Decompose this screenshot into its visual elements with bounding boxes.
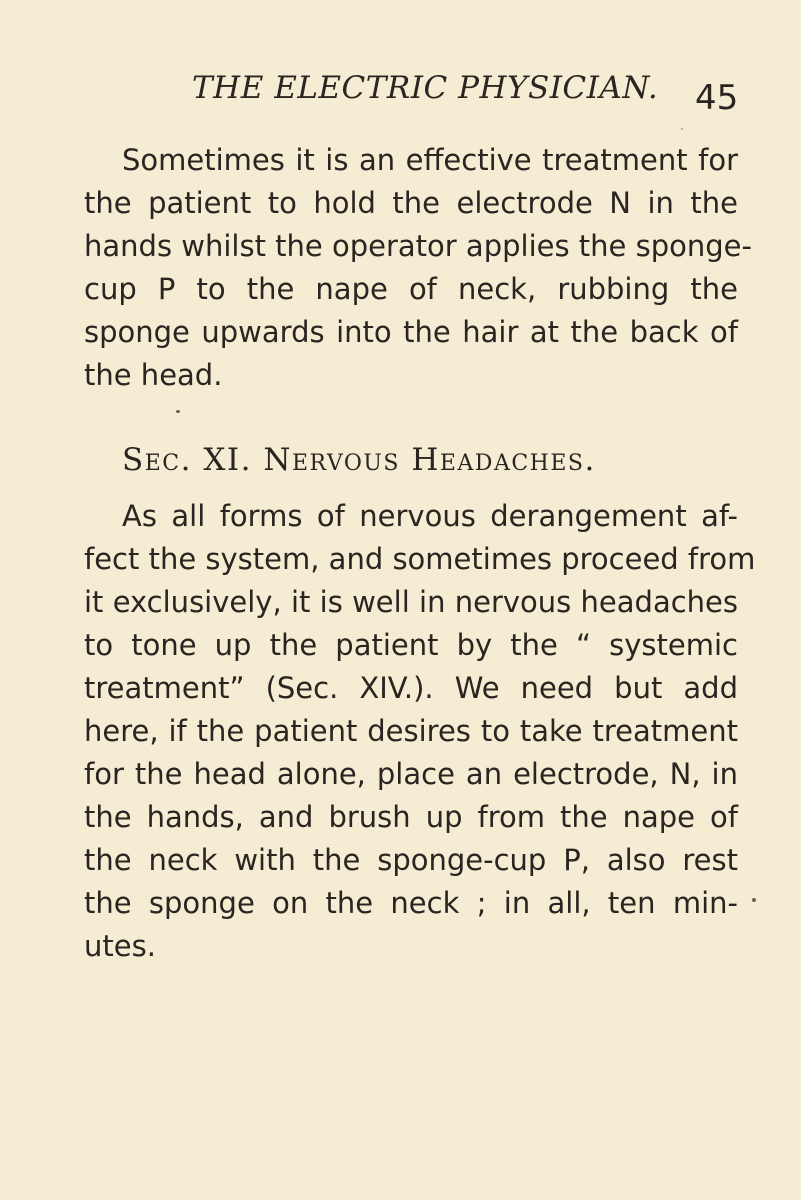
- paragraph-line: the patient to hold the electrode N in the: [84, 186, 738, 220]
- paragraph-line: it exclusively, it is well in nervous headaches: [84, 585, 738, 619]
- paragraph-line: treatment” (Sec. XIV.). We need but add: [84, 671, 738, 705]
- paragraph-line: the neck with the sponge-cup P, also rest: [84, 843, 738, 877]
- paragraph-line: cup P to the nape of neck, rubbing the: [84, 272, 738, 306]
- paper-speck: [752, 898, 756, 902]
- paragraph-line: As all forms of nervous derangement af-: [122, 499, 738, 533]
- paragraph-line: the hands, and brush up from the nape of: [84, 800, 738, 834]
- paragraph-line: hands whilst the operator applies the sponge-: [84, 229, 752, 263]
- paragraph-line: to tone up the patient by the “ systemic: [84, 628, 738, 662]
- paragraph-line: sponge upwards into the hair at the back of: [84, 315, 738, 349]
- paragraph-line: fect the system, and sometimes proceed from: [84, 542, 756, 576]
- paper-speck: [176, 410, 180, 413]
- paper-speck: [681, 128, 683, 130]
- paragraph-line: Sometimes it is an effective treatment for: [122, 143, 738, 177]
- section-heading: Sec. XI. Nervous Headaches.: [122, 442, 596, 478]
- paragraph-line: the sponge on the neck ; in all, ten min-: [84, 886, 738, 920]
- running-head: THE ELECTRIC PHYSICIAN.: [192, 70, 659, 106]
- paragraph-line: the head.: [84, 358, 223, 392]
- paragraph-line: here, if the patient desires to take treatment: [84, 714, 738, 748]
- paragraph-line: for the head alone, place an electrode, N, in: [84, 757, 738, 791]
- page-number: 45: [695, 78, 739, 118]
- paragraph-line: utes.: [84, 929, 156, 963]
